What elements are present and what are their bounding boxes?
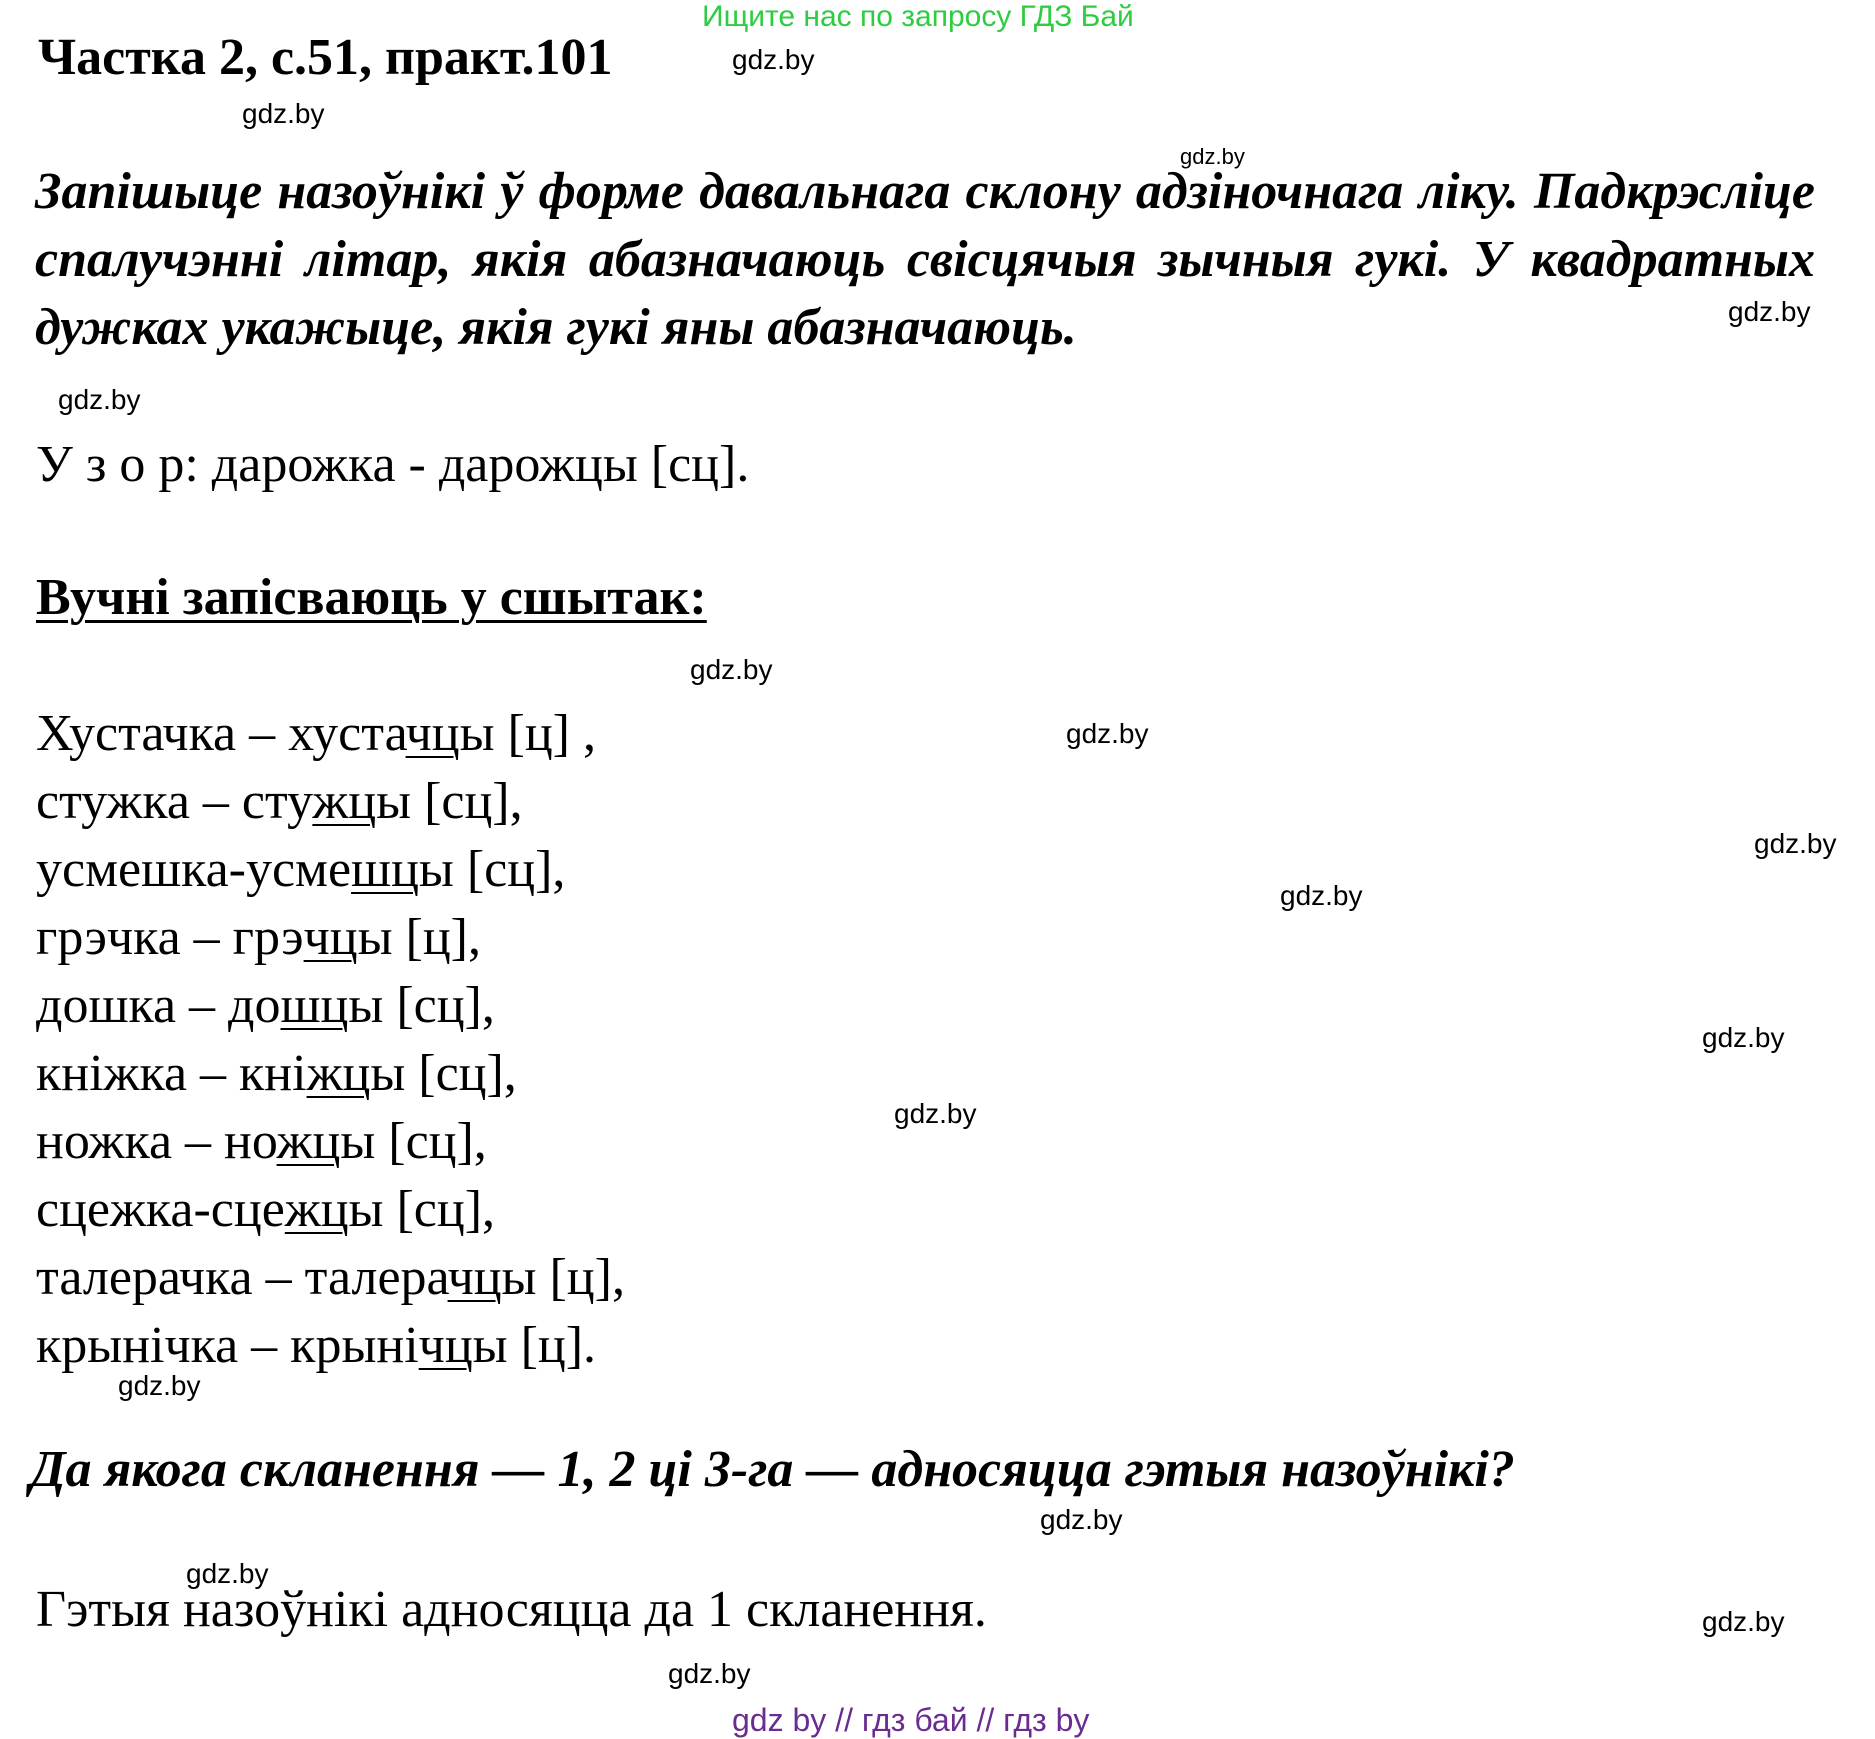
answer-line: [36, 1244, 625, 1312]
example-line: У з о р: дарожка - дарожцы [сц].: [36, 436, 750, 493]
watermark: gdz.by: [690, 654, 773, 685]
answer-suffix: ы [сц],: [376, 773, 523, 830]
answer-suffix: ы [сц],: [370, 1045, 517, 1102]
underlined-letters: жц: [306, 1045, 371, 1102]
task-text: Запішыце назоўнікі ў форме давальнага склону адзіночнага ліку. Падкрэсліце спалучэнні літар, якія абазначаюць свісцячыя зычныя гукі. У квадратных дужках укажыце, якія гукі яны абазначаюць.: [35, 163, 1815, 356]
page-title: Частка 2, с.51, практ.101: [38, 29, 613, 86]
watermark: gdz.by: [186, 1558, 269, 1589]
watermark: gdz.by: [732, 44, 815, 75]
answer-line: [36, 1108, 625, 1176]
watermark: gdz.by: [1754, 828, 1837, 859]
underlined-letters: жц: [284, 1181, 349, 1238]
answer-prefix: ножка – но: [36, 1113, 277, 1170]
answer-line: [36, 836, 625, 904]
footer-links: gdz by // гдз бай // гдз by: [732, 1702, 1090, 1738]
underlined-letters: шц: [280, 977, 349, 1034]
answer-suffix: ы [сц],: [418, 841, 566, 898]
underlined-letters: шц: [351, 841, 419, 898]
watermark: gdz.by: [1702, 1022, 1785, 1053]
answer-line: [36, 1040, 625, 1108]
answer-prefix: дошка – до: [36, 977, 281, 1034]
answer-suffix: ы [сц],: [348, 1181, 496, 1238]
answer-suffix: ы [сц],: [340, 1113, 487, 1170]
answer-prefix: крынічка – крыні: [36, 1317, 419, 1374]
watermark: gdz.by: [1280, 880, 1363, 911]
answer-suffix: ы [сц],: [348, 977, 495, 1034]
underlined-letters: чц: [447, 1249, 502, 1306]
underlined-letters: чц: [418, 1317, 473, 1374]
answer-line: [36, 700, 625, 768]
watermark: gdz.by: [58, 384, 141, 415]
answer-suffix: ы [ц],: [357, 909, 481, 966]
underlined-letters: чц: [303, 909, 358, 966]
underlined-letters: жц: [276, 1113, 341, 1170]
answer-line: [36, 904, 625, 972]
answer-line: [36, 1176, 625, 1244]
answers-list: [36, 700, 625, 1380]
underlined-letters: жц: [312, 773, 377, 830]
watermark: gdz.by: [1180, 144, 1245, 169]
watermark: gdz.by: [1040, 1504, 1123, 1535]
answer-prefix: грэчка – грэ: [36, 909, 304, 966]
underlined-letters: чц: [405, 705, 460, 762]
answer-suffix: ы [ц].: [472, 1317, 597, 1374]
section-heading: Вучні запісваюць у сшытак:: [36, 569, 707, 626]
watermark: gdz.by: [242, 98, 325, 129]
answer-prefix: стужка – сту: [36, 773, 313, 830]
watermark: gdz.by: [118, 1370, 201, 1401]
watermark: gdz.by: [668, 1658, 751, 1689]
watermark: gdz.by: [1728, 296, 1811, 327]
top-banner: Ищите нас по запросу ГДЗ Бай: [702, 0, 1134, 33]
watermark: gdz.by: [1702, 1606, 1785, 1637]
answer-prefix: сцежка-сце: [36, 1181, 285, 1238]
final-answer: Гэтыя назоўнікі адносяцца да 1 скланення.: [36, 1581, 987, 1638]
answer-prefix: усмешка-усме: [36, 841, 352, 898]
answer-prefix: талерачка – талера: [36, 1249, 448, 1306]
answer-line: [36, 768, 625, 836]
watermark: gdz.by: [1066, 718, 1149, 749]
answer-prefix: Хустачка – хуста: [36, 705, 406, 762]
watermark: gdz.by: [894, 1098, 977, 1129]
question-text: Да якога скланення — 1, 2 ці 3-га — адносяцца гэтыя назоўнікі?: [30, 1441, 1515, 1498]
answer-line: [36, 972, 625, 1040]
answer-suffix: ы [ц],: [501, 1249, 625, 1306]
answer-prefix: кніжка – кні: [36, 1045, 307, 1102]
answer-suffix: ы [ц] ,: [459, 705, 596, 762]
